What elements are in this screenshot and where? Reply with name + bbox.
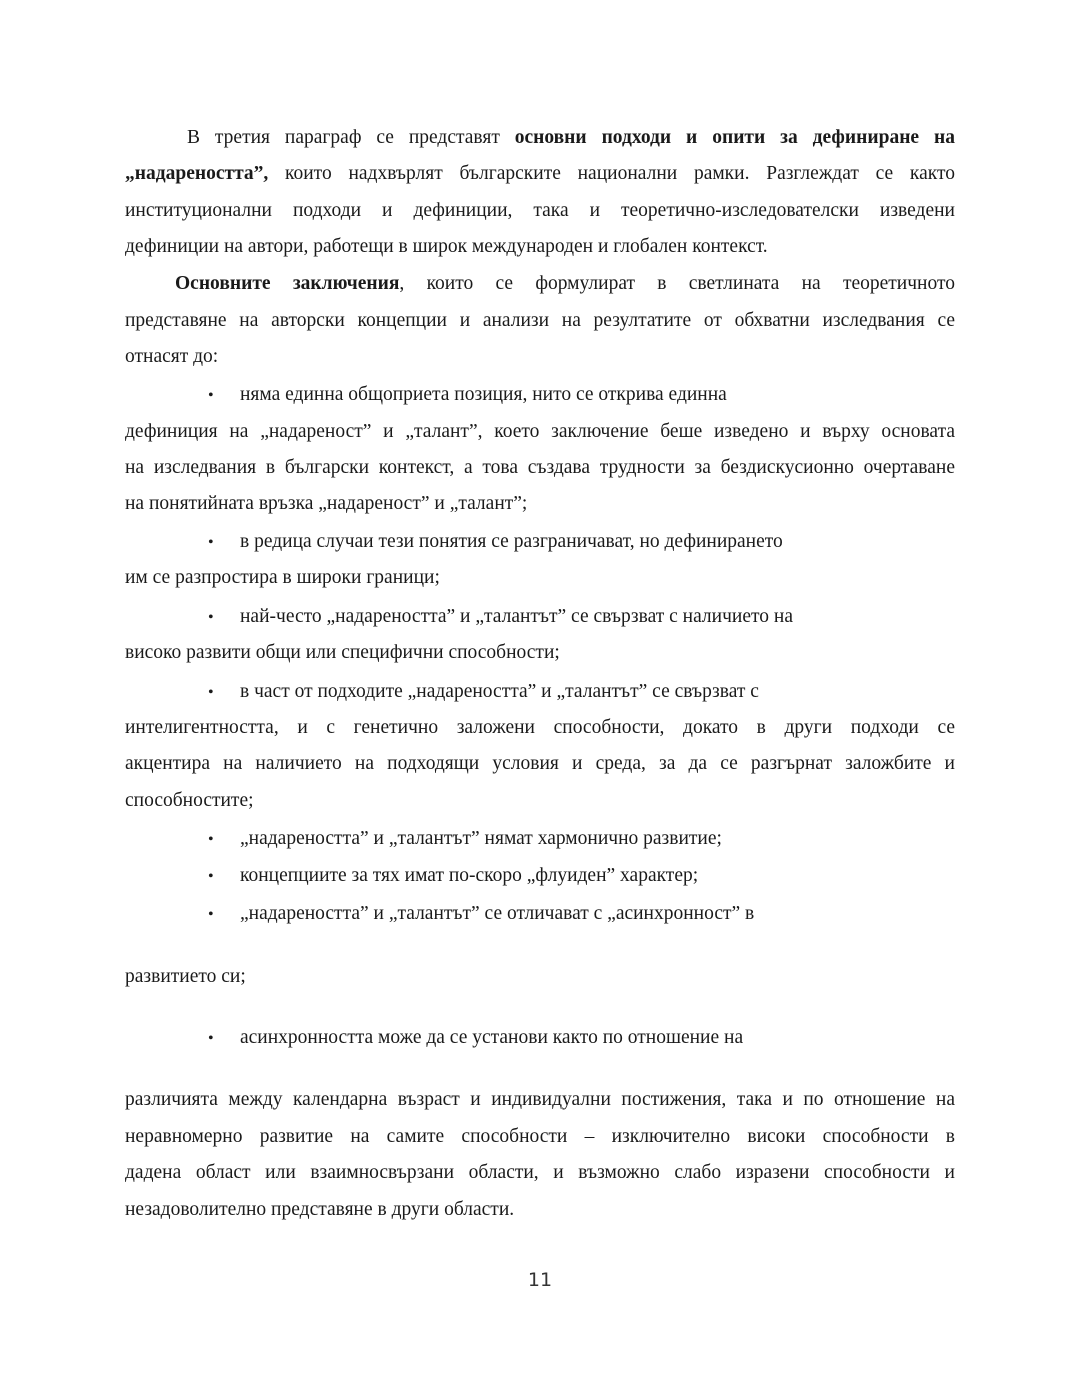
- bullet-icon: •: [208, 609, 214, 626]
- list-item-8: [208, 1026, 743, 1051]
- list-item-4-line-2: интелигентността, и с генетично заложени способности, докато в други подходи се: [125, 717, 955, 738]
- list-item-text: „надареността” и „талантът” нямат хармонично развитие;: [240, 828, 722, 849]
- paragraph-2-line-1: [125, 272, 955, 296]
- list-item-3-line-2: високо развити общи или специфични способности;: [125, 642, 560, 663]
- paragraph-2-line-3: отнасят до:: [125, 346, 219, 367]
- bullet-icon: •: [208, 534, 214, 551]
- bullet-icon: •: [208, 684, 214, 701]
- text: които надхвърлят българските национални рамки. Разглеждат се както: [268, 163, 955, 184]
- list-item-8-line-2: различията между календарна възраст и индивидуални постижения, така и по отношение на: [125, 1089, 955, 1110]
- paragraph-1-line-4: дефиниции на автори, работещи в широк международен и глобален контекст.: [125, 236, 768, 257]
- bold-text: Основните заключения: [175, 273, 400, 294]
- list-item-3: [208, 605, 793, 630]
- paragraph-1-line-2: [125, 162, 955, 186]
- list-item-1-line-3: на изследвания в български контекст, а това създава трудности за бездискусионно очертаване: [125, 457, 955, 478]
- bullet-icon: •: [208, 868, 214, 885]
- list-item-2: [208, 530, 783, 555]
- list-item-1-line-4: на понятийната връзка „надареност” и „талант”;: [125, 493, 528, 514]
- list-item-text: в част от подходите „надареността” и „талантът” се свързват с: [240, 681, 759, 702]
- list-item-4: [208, 680, 759, 705]
- text: , които се формулират в светлината на теоретичното: [399, 273, 955, 294]
- bold-text: основни подходи и опити за дефиниране на: [514, 127, 955, 148]
- bullet-icon: •: [208, 1030, 214, 1047]
- page-number: 11: [527, 1269, 553, 1291]
- list-item-4-line-4: способностите;: [125, 790, 254, 811]
- bold-text: „надареността”,: [125, 163, 269, 184]
- list-item-2-line-2: им се разпростира в широки граници;: [125, 567, 440, 588]
- list-item-text: най-често „надареността” и „талантът” се свързват с наличието на: [240, 606, 793, 627]
- list-item-text: няма единна общоприета позиция, нито се открива единна: [240, 384, 727, 405]
- bullet-icon: •: [208, 387, 214, 404]
- list-item-8-line-4: дадена област или взаимносвързани области, и възможно слабо изразени способности и: [125, 1162, 955, 1183]
- list-item-1: [208, 383, 727, 408]
- paragraph-1-line-3: институционални подходи и дефиниции, така и теоретично-изследователски изведени: [125, 200, 955, 221]
- list-item-text: концепциите за тях имат по-скоро „флуиден” характер;: [240, 865, 699, 886]
- list-item-8-line-5: незадоволително представяне в други области.: [125, 1199, 515, 1220]
- paragraph-1-line-1: [125, 126, 955, 150]
- list-item-1-line-2: дефиниция на „надареност” и „талант”, което заключение беше изведено и върху основата: [125, 421, 955, 442]
- list-item-text: „надареността” и „талантът” се отличават с „асинхронност” в: [240, 903, 755, 924]
- list-item-5: [208, 827, 722, 852]
- bullet-icon: •: [208, 831, 214, 848]
- list-item-text: в редица случаи тези понятия се разграничават, но дефинирането: [240, 531, 783, 552]
- list-item-7-line-2: развитието си;: [125, 966, 246, 987]
- text: В третия параграф се представят: [187, 127, 515, 148]
- list-item-4-line-3: акцентира на наличието на подходящи условия и среда, за да се разгърнат заложбите и: [125, 753, 955, 774]
- list-item-text: асинхронността може да се установи както по отношение на: [240, 1027, 744, 1048]
- list-item-7: [208, 902, 754, 927]
- list-item-6: [208, 864, 698, 889]
- paragraph-2-line-2: представяне на авторски концепции и анализи на резултатите от обхватни изследвания се: [125, 310, 955, 331]
- list-item-8-line-3: неравномерно развитие на самите способности – изключително високи способности в: [125, 1126, 955, 1147]
- bullet-icon: •: [208, 906, 214, 923]
